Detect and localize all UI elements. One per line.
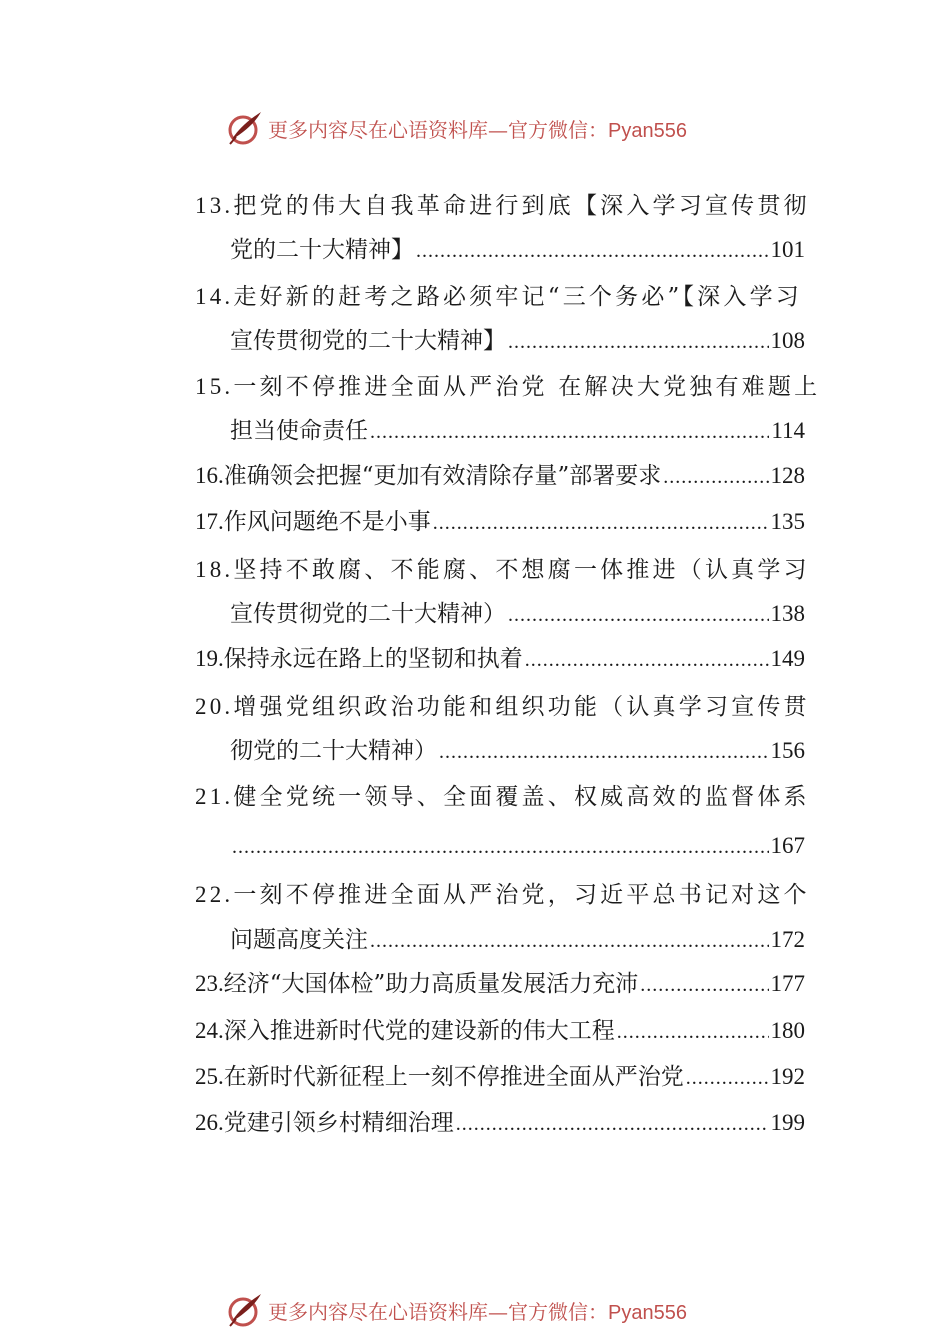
page-number: 167 <box>770 833 805 858</box>
wechat-id: Pyan556 <box>608 1301 687 1324</box>
toc-entry-24[interactable]: 24.深入推进新时代党的建设新的伟大工程 ..... 180 <box>195 1011 805 1051</box>
toc-entry-16[interactable]: 16.准确领会把握“更加有效清除存量”部署要求 ..... 128 <box>195 456 805 496</box>
toc-entry-17[interactable]: 17.作风问题绝不是小事 ..... 135 <box>195 502 805 542</box>
leader-dots <box>456 1104 769 1144</box>
toc-entry-13-line1: 13.把党的伟大自我革命进行到底【深入学习宣传贯彻 <box>195 193 810 219</box>
leader-dots <box>525 640 769 680</box>
page-number: 192 <box>770 1064 805 1089</box>
leader-dots <box>232 827 769 867</box>
toc-entry-23[interactable]: 23.经济“大国体检”助力高质量发展活力充沛 ..... 177 <box>195 964 805 1004</box>
leader-dots <box>508 595 769 635</box>
toc-entry-14-line1: 14.走好新的赶考之路必须牢记“三个务必”【深入学习 <box>195 284 802 310</box>
toc-entry-13-line2[interactable]: 党的二十大精神】 ..... 101 <box>230 230 805 270</box>
leader-dots <box>663 457 768 497</box>
page-number: 135 <box>770 509 805 534</box>
toc-entry-20-line1: 20.增强党组织政治功能和组织功能（认真学习宣传贯 <box>195 694 810 720</box>
toc-entry-25[interactable]: 25.在新时代新征程上一刻不停推进全面从严治党 ..... 192 <box>195 1057 805 1097</box>
banner-text: 更多内容尽在心语资料库—官方微信：Pyan556 <box>268 117 687 142</box>
banner-text: 更多内容尽在心语资料库—官方微信：Pyan556 <box>268 1299 687 1324</box>
page-number: 156 <box>770 738 805 763</box>
footer-banner <box>226 1290 687 1330</box>
toc-entry-18-line2[interactable]: 宣传贯彻党的二十大精神） ..... 138 <box>230 594 805 634</box>
header-banner <box>226 108 687 148</box>
wechat-id: Pyan556 <box>608 119 687 142</box>
leader-dots <box>508 322 769 362</box>
page-number: 128 <box>770 463 805 488</box>
page-number: 180 <box>770 1018 805 1043</box>
toc-entry-26[interactable]: 26.党建引领乡村精细治理 ..... 199 <box>195 1103 805 1143</box>
toc-entry-18-line1: 18.坚持不敢腐、不能腐、不想腐一体推进（认真学习 <box>195 557 810 583</box>
page-number: 101 <box>770 237 805 262</box>
toc-entry-20-line2[interactable]: 彻党的二十大精神） ..... 156 <box>230 731 805 771</box>
toc-entry-15-line2[interactable]: 担当使命责任 ..... 114 <box>230 411 805 451</box>
toc-entry-14-line2[interactable]: 宣传贯彻党的二十大精神】 ..... 108 <box>230 321 805 361</box>
toc-entry-21-line1: 21.健全党统一领导、全面覆盖、权威高效的监督体系 <box>195 784 810 810</box>
quill-logo-icon <box>226 109 264 147</box>
toc-entry-15-line1: 15.一刻不停推进全面从严治党 在解决大党独有难题上 <box>195 374 821 400</box>
leader-dots <box>640 965 768 1005</box>
leader-dots <box>416 231 769 271</box>
leader-dots <box>439 732 769 772</box>
leader-dots <box>686 1058 769 1098</box>
page-number: 149 <box>770 646 805 671</box>
toc-entry-22-line2[interactable]: 问题高度关注 ..... 172 <box>230 920 805 960</box>
leader-dots <box>370 921 769 961</box>
toc-entry-19[interactable]: 19.保持永远在路上的坚韧和执着 ..... 149 <box>195 639 805 679</box>
page-number: 199 <box>770 1110 805 1135</box>
page-number: 172 <box>770 927 805 952</box>
page-number: 108 <box>770 328 805 353</box>
page-number: 177 <box>770 971 805 996</box>
quill-logo-icon <box>226 1291 264 1329</box>
leader-dots <box>433 503 769 543</box>
page-number: 138 <box>770 601 805 626</box>
toc-entry-22-line1: 22.一刻不停推进全面从严治党，习近平总书记对这个 <box>195 882 810 908</box>
page-number: 114 <box>771 418 805 443</box>
toc-entry-21-line2[interactable] <box>230 826 805 866</box>
leader-dots <box>370 412 769 452</box>
leader-dots <box>617 1012 769 1052</box>
